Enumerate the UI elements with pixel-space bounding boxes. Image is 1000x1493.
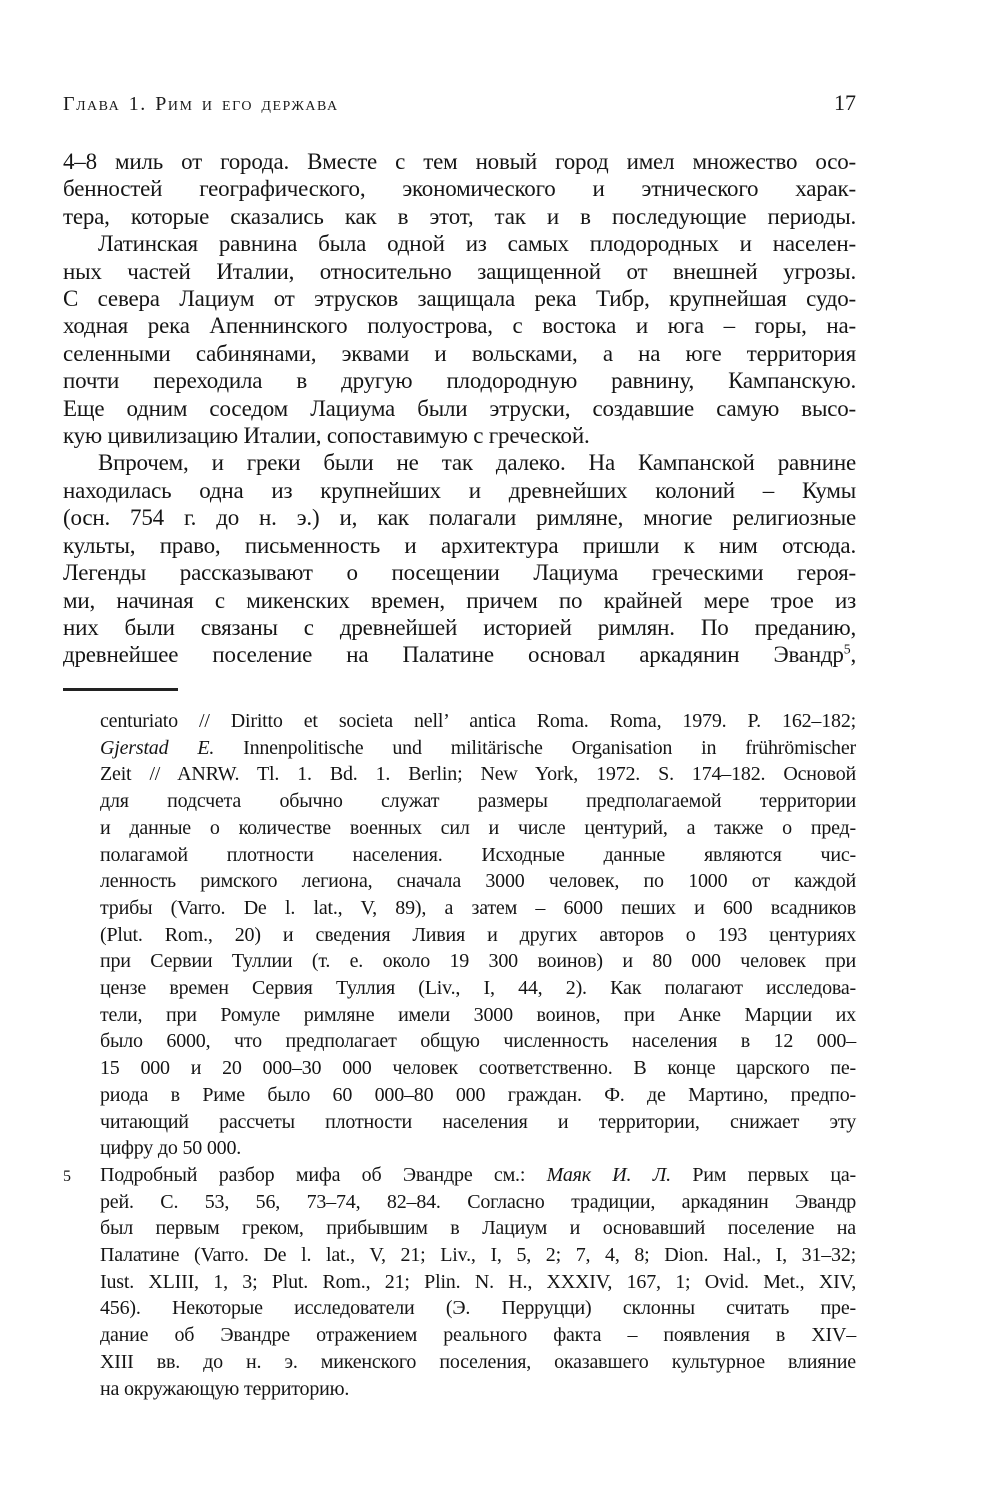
text-line: кую цивилизацию Италии, сопоставимую с греческой. — [63, 423, 590, 449]
text-line: Еще одним соседом Лациума были этруски, создавшие самую высо- — [63, 395, 856, 421]
text-line: centuriato // Diritto et societa nell’ antica Roma. Roma, 1979. P. 162–182; — [100, 710, 856, 732]
text-line: С севера Лациум от этрусков защищала река Тибр, крупнейшая судо- — [63, 286, 856, 312]
paragraph — [63, 449, 856, 668]
text-line: и данные о количестве военных сил и числе центурий, а также о пред- — [100, 816, 856, 839]
text-line: Iust. XLIII, 1, 3; Plut. Rom., 21; Plin. N. H., XXXIV, 167, 1; Ovid. Met., XIV, — [100, 1270, 856, 1293]
text-line: рей. С. 53, 56, 73–74, 82–84. Согласно традиции, аркадянин Эвандр — [100, 1190, 856, 1213]
chapter-title: Глава 1. Рим и его держава — [63, 93, 339, 115]
paragraph — [63, 230, 856, 449]
text-line: риода в Риме было 60 000–80 000 граждан. Ф. де Мартино, предпо- — [100, 1083, 856, 1106]
footnote-block — [63, 708, 856, 1402]
text-line: находилась одна из крупнейших и древнейших колоний – Кумы — [63, 477, 856, 503]
text-line: селенными сабинянами, эквами и вольсками, а на юге территория — [63, 340, 856, 366]
text-line: XIII вв. до н. э. микенского поселения, оказавшего культурное влияние — [100, 1350, 856, 1373]
text-line: ленность римского легиона, сначала 3000 человек, по 1000 от каждой — [100, 870, 856, 893]
text-line: почти переходила в другую плодородную равнину, Кампанскую. — [63, 368, 856, 394]
text-line: Впрочем, и греки были не так далеко. На Кампанской равнине — [98, 450, 856, 476]
text-line: ходная река Апеннинского полуострова, с востока и юга – горы, на- — [63, 313, 856, 339]
text-line: цензе времен Сервия Туллия (Liv., I, 44, 2). Как полагают исследова- — [100, 977, 856, 1000]
footnote — [100, 708, 856, 1162]
text-line: культы, право, письменность и архитектура пришли к ним отсюда. — [63, 532, 856, 558]
text-line: полагамой плотности населения. Исходные данные являются чис- — [100, 843, 856, 866]
text-line: тера, которые сказались как в этот, так и в последующие периоды. — [63, 203, 856, 229]
text-line: читающий рассчеты плотности населения и территории, снижает эту — [100, 1110, 856, 1133]
footnote — [63, 1162, 856, 1402]
page-number: 17 — [834, 90, 856, 115]
text-line: Gjerstad E. Innenpolitische und militärische Organisation in frührömischer — [100, 736, 856, 759]
running-header — [63, 90, 856, 116]
text-line: тели, при Ромуле римляне имели 3000 воинов, при Анке Марции их — [100, 1003, 856, 1026]
text-line: на окружающую территорию. — [100, 1377, 350, 1400]
text-line: для подсчета обычно служат размеры предполагаемой территории — [100, 790, 856, 813]
text-line: Палатине (Varro. De l. lat., V, 21; Liv., I, 5, 2; 7, 4, 8; Dion. Hal., I, 31–32; — [100, 1244, 856, 1267]
text-line: цифру до 50 000. — [100, 1137, 242, 1160]
footnote-marker: 5 — [63, 1167, 71, 1185]
text-line: ми, начиная с микенских времен, причем по крайней мере трое из — [63, 587, 856, 613]
text-line: Латинская равнина была одной из самых плодородных и населен- — [98, 231, 856, 257]
text-line: Подробный разбор мифа об Эвандре см.: Маяк И. Л. Рим первых ца- — [100, 1163, 856, 1186]
text-line: ных частей Италии, относительно защищенной от внешней угрозы. — [63, 258, 856, 284]
text-line: при Сервии Туллии (т. е. около 19 300 воинов) и 80 000 человек при — [100, 950, 856, 973]
text-line: дание об Эвандре отражением реального факта – появления в XIV– — [100, 1324, 856, 1347]
text-line: (Plut. Rom., 20) и сведения Ливия и других авторов о 193 центуриях — [100, 923, 856, 946]
text-line: них были связаны с древнейшей историей римлян. По преданию, — [63, 614, 856, 640]
text-line: 15 000 и 20 000–30 000 человек соответственно. В конце царского пе- — [100, 1057, 856, 1080]
text-line: (осн. 754 г. до н. э.) и, как полагали римляне, многие религиозные — [63, 505, 856, 531]
text-line: Легенды рассказывают о посещении Лациума греческими героя- — [63, 560, 856, 586]
text-line: древнейшее поселение на Палатине основал аркадянин Эвандр$^5$, — [63, 641, 856, 668]
text-line: трибы (Varro. De l. lat., V, 89), а затем – 6000 пеших и 600 всадников — [100, 896, 856, 919]
text-line: было 6000, что предполагает общую численность населения в 12 000– — [100, 1030, 856, 1053]
text-line: был первым греком, прибывшим в Лациум и основавший поселение на — [100, 1217, 856, 1240]
footnote-separator — [63, 688, 178, 691]
text-line: 456). Некоторые исследователи (Э. Перруцци) склонны считать пре- — [100, 1297, 856, 1320]
body-text — [63, 148, 856, 669]
text-line: 4–8 миль от города. Вместе с тем новый город имел множество осо- — [63, 149, 856, 174]
text-line: бенностей географического, экономического и этнического харак- — [63, 176, 856, 202]
text-line: Zeit // ANRW. Tl. 1. Bd. 1. Berlin; New York, 1972. S. 174–182. Основой — [100, 763, 856, 786]
paragraph — [63, 148, 856, 230]
